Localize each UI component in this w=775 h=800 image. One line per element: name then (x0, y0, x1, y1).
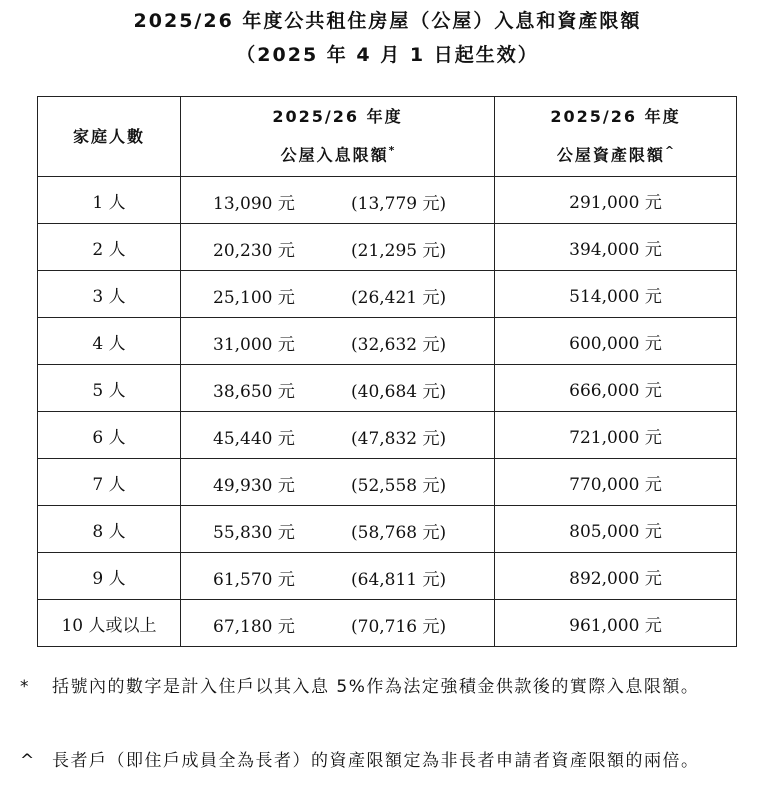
income-limit-value: 13,090 元 (213, 194, 295, 214)
income-limit-value: 67,180 元 (213, 617, 295, 637)
table-row (38, 600, 737, 647)
income-limit-value: 45,440 元 (213, 429, 295, 449)
footnote-asset-symbol: ^ (20, 751, 35, 771)
table-row (38, 224, 737, 271)
table-row (38, 412, 737, 459)
footnote-income-symbol: * (20, 677, 29, 697)
asset-limit-cell: 892,000 元 (495, 553, 737, 600)
income-limit-value: 20,230 元 (213, 241, 295, 261)
household-size-cell: 10 人或以上 (38, 600, 181, 647)
asset-limit-cell: 514,000 元 (495, 271, 737, 318)
header-asset-year: 2025/26 年度 (550, 107, 681, 127)
table-header-row (38, 97, 737, 177)
income-limit-value: 49,930 元 (213, 476, 295, 496)
household-size-cell: 9 人 (38, 553, 181, 600)
table-row (38, 365, 737, 412)
household-size-cell: 7 人 (38, 459, 181, 506)
table-row (38, 506, 737, 553)
income-limit-value: 55,830 元 (213, 523, 295, 543)
income-limit-net-value: (26,421 元) (351, 288, 447, 308)
income-limit-cell (181, 224, 495, 271)
table-row (38, 177, 737, 224)
income-limit-value: 38,650 元 (213, 382, 295, 402)
header-income-label-wrap (181, 134, 494, 172)
household-size-cell: 3 人 (38, 271, 181, 318)
income-limit-net-value: (64,811 元) (351, 570, 447, 590)
asset-limit-cell: 666,000 元 (495, 365, 737, 412)
asset-limit-cell: 394,000 元 (495, 224, 737, 271)
household-size-cell: 6 人 (38, 412, 181, 459)
income-limit-value: 61,570 元 (213, 570, 295, 590)
limits-table (37, 96, 737, 647)
income-limit-value: 31,000 元 (213, 335, 295, 355)
asset-limit-cell: 770,000 元 (495, 459, 737, 506)
asset-limit-cell: 721,000 元 (495, 412, 737, 459)
income-limit-cell (181, 177, 495, 224)
header-household-label: 家庭人數 (72, 126, 145, 146)
header-income-label: 公屋入息限額 (280, 145, 389, 165)
asset-limit-cell: 291,000 元 (495, 177, 737, 224)
table-row (38, 459, 737, 506)
income-limit-net-value: (21,295 元) (351, 241, 447, 261)
income-limit-cell (181, 553, 495, 600)
income-limit-net-value: (40,684 元) (351, 382, 447, 402)
income-limit-net-value: (52,558 元) (351, 476, 447, 496)
income-limit-net-value: (47,832 元) (351, 429, 447, 449)
header-asset-label-wrap (495, 134, 736, 172)
header-asset-label: 公屋資產限額 (556, 145, 665, 165)
income-limit-cell (181, 412, 495, 459)
income-limit-cell (181, 365, 495, 412)
income-limit-cell (181, 459, 495, 506)
header-household (38, 97, 181, 177)
table-row (38, 553, 737, 600)
household-size-cell: 2 人 (38, 224, 181, 271)
household-size-cell: 8 人 (38, 506, 181, 553)
header-income-year: 2025/26 年度 (272, 107, 403, 127)
page-subtitle: （2025 年 4 月 1 日起生效） (236, 44, 539, 66)
income-limit-net-value: (13,779 元) (351, 194, 447, 214)
page-title: 2025/26 年度公共租住房屋（公屋）入息和資產限額 (133, 10, 642, 32)
footnote-asset-text: 長者戶（即住戶成員全為長者）的資產限額定為非長者申請者資產限額的兩倍。 (52, 751, 700, 771)
asset-limit-cell: 805,000 元 (495, 506, 737, 553)
header-asset (495, 97, 737, 177)
household-size-cell: 5 人 (38, 365, 181, 412)
income-limit-net-value: (70,716 元) (351, 617, 447, 637)
income-limit-net-value: (58,768 元) (351, 523, 447, 543)
asset-footnote-mark: ^ (664, 144, 675, 158)
income-limit-cell (181, 506, 495, 553)
table-row (38, 271, 737, 318)
table-row (38, 318, 737, 365)
asset-limit-cell: 600,000 元 (495, 318, 737, 365)
header-income (181, 97, 495, 177)
income-limit-cell (181, 271, 495, 318)
asset-limit-cell: 961,000 元 (495, 600, 737, 647)
income-limit-cell (181, 600, 495, 647)
income-footnote-mark: * (388, 144, 395, 158)
income-limit-value: 25,100 元 (213, 288, 295, 308)
income-limit-cell (181, 318, 495, 365)
household-size-cell: 1 人 (38, 177, 181, 224)
household-size-cell: 4 人 (38, 318, 181, 365)
income-limit-net-value: (32,632 元) (351, 335, 447, 355)
footnote-income-text: 括號內的數字是計入住戶以其入息 5%作為法定強積金供款後的實際入息限額。 (52, 677, 700, 697)
